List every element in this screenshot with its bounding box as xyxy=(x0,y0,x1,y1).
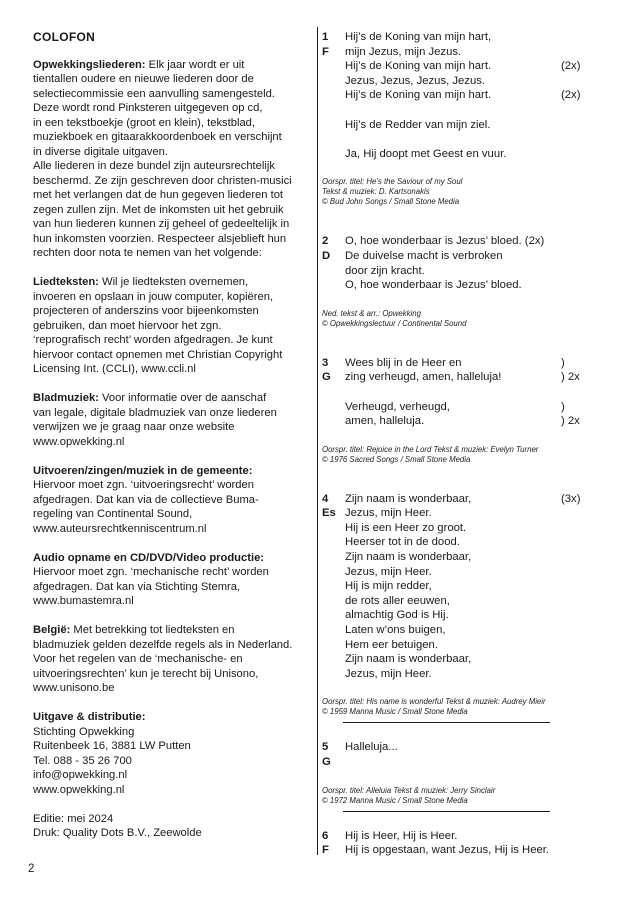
lyric-text: Jezus, mijn Heer. xyxy=(345,667,432,680)
song-number: 4 xyxy=(322,492,329,505)
song-divider xyxy=(343,722,550,723)
credit-line: Oorspr. titel: He’s the Saviour of my Soul xyxy=(322,177,463,187)
song-body xyxy=(322,740,616,769)
song-key: Es xyxy=(322,507,336,520)
colofon-section: Uitgave & distributie: Stichting Opwekking Ruitenbeek 16, 3881 LW Putten Tel. 088 - 35 26 700 info@opwekking.nl www.opwekking.nl xyxy=(33,711,191,796)
song-credits xyxy=(322,309,616,329)
lyric-line xyxy=(345,829,616,844)
lyric-text xyxy=(345,104,348,116)
lyric-line xyxy=(345,414,616,429)
repeat-marker: ) xyxy=(561,400,565,413)
section-lead: Bladmuziek: xyxy=(33,392,99,404)
colofon-section: Bladmuziek: Voor informatie over de aanschaf van legale, digitale bladmuziek van onze liederen verwijzen we je graag naar onze website www.opwekking.nl xyxy=(33,392,277,448)
lyric-text: Zijn naam is wonderbaar, xyxy=(345,653,472,666)
section-heading: Uitvoeren/zingen/muziek in de gemeente: xyxy=(33,464,253,477)
song-key: F xyxy=(322,844,329,857)
song-body xyxy=(322,492,616,682)
lyric-line xyxy=(345,492,616,507)
lyric-text: Jezus, mijn Heer. xyxy=(345,507,432,520)
lyric-text: Jezus, mijn Heer. xyxy=(345,565,432,578)
lyric-text: Ja, Hij doopt met Geest en vuur. xyxy=(345,147,507,160)
lyric-line xyxy=(345,550,616,565)
lyric-line xyxy=(345,608,616,623)
lyric-text: Heerser tot in de dood. xyxy=(345,536,460,549)
song-number: 2 xyxy=(322,235,329,248)
song-key: G xyxy=(322,371,331,384)
credit-line: © Opwekkingslectuur / Continental Sound xyxy=(322,318,467,328)
lyric-line xyxy=(345,623,616,638)
song-number-key xyxy=(322,492,345,682)
repeat-marker: (3x) xyxy=(561,492,581,505)
section-heading: Uitgave & distributie: xyxy=(33,711,146,723)
lyric-line xyxy=(345,535,616,550)
song-2 xyxy=(322,234,616,328)
songs-column xyxy=(322,30,616,885)
lyric-line xyxy=(345,400,616,415)
lyric-line xyxy=(345,264,616,279)
lyric-line xyxy=(345,740,616,755)
section-heading: Audio opname en CD/DVD/Video productie: xyxy=(33,551,265,564)
lyric-line xyxy=(345,356,616,371)
lyric-text: zing verheugd, amen, halleluja! xyxy=(345,371,502,384)
lyric-line xyxy=(345,249,616,264)
song-body xyxy=(322,356,616,429)
lyric-text: De duivelse macht is verbroken xyxy=(345,249,503,262)
song-3 xyxy=(322,356,616,465)
lyric-text: Zijn naam is wonderbaar, xyxy=(345,551,472,564)
song-credits xyxy=(322,786,616,806)
song-4 xyxy=(322,492,616,724)
song-number-key xyxy=(322,740,345,769)
song-number: 5 xyxy=(322,741,329,754)
song-lyrics xyxy=(345,829,616,858)
credit-line: Oorspr. titel: Rejoice in the Lord Tekst & muziek: Evelyn Turner xyxy=(322,444,539,454)
song-6 xyxy=(322,829,616,858)
colofon-section: Liedteksten: Wil je liedteksten overnemen, invoeren en opslaan in jouw computer, kopiëren, projecteren of anderszins voor bijeenkomsten gebruiken, dan moet hiervoor het zgn. ‘reprografisch recht’ worden afgedragen. Je kunt hiervoor contact opnemen met Christian Copyright Licensing Int. (CCLI), www.ccli.nl xyxy=(33,276,283,375)
song-number: 3 xyxy=(322,356,329,369)
column-divider xyxy=(317,27,318,855)
song-number: 1 xyxy=(322,31,329,43)
song-lyrics xyxy=(345,740,616,769)
lyric-text: Verheugd, verheugd, xyxy=(345,400,450,413)
lyric-text: Jezus, Jezus, Jezus, Jezus. xyxy=(345,74,486,87)
lyric-text xyxy=(345,386,348,398)
credit-line: © 1976 Sacred Songs / Small Stone Media xyxy=(322,454,471,464)
lyric-text: amen, halleluja. xyxy=(345,415,425,428)
song-key: D xyxy=(322,249,331,262)
lyric-line xyxy=(345,234,616,249)
colofon-column xyxy=(33,30,311,855)
song-body xyxy=(322,829,616,858)
lyric-line xyxy=(345,132,616,147)
song-lyrics xyxy=(345,30,616,161)
credit-line: Ned. tekst & arr.: Opwekking xyxy=(322,308,421,318)
lyric-line xyxy=(345,385,616,400)
lyric-text: Hij’s de Koning van mijn hart, xyxy=(345,31,492,43)
colofon-section: België: Met betrekking tot liedteksten en bladmuziek gelden dezelfde regels als in Nederland. Voor het regelen van de ‘mechanische- en uitvoeringsrechten’ kun je terecht bij Unisono, www.unisono.be xyxy=(33,624,293,694)
colofon-section: Uitvoeren/zingen/muziek in de gemeente: Hiervoor moet zgn. ‘uitvoeringsrecht’ worden afgedragen. Dat kan via de collectieve Buma- regeling van Continental Sound, www.auteursrechtkenniscentrum.nl xyxy=(33,464,259,535)
lyric-text: Hij’s de Koning van mijn hart. xyxy=(345,60,492,73)
lyric-line xyxy=(345,30,616,45)
lyric-line xyxy=(345,652,616,667)
credit-line: © 1972 Manna Music / Small Stone Media xyxy=(322,795,468,805)
lyric-text: de rots aller eeuwen, xyxy=(345,594,450,607)
lyric-text: mijn Jezus, mijn Jezus. xyxy=(345,45,462,58)
lyric-text: Laten w’ons buigen, xyxy=(345,624,446,637)
credit-line: © Bud John Songs / Small Stone Media xyxy=(322,197,460,207)
colofon-section: Editie: mei 2024 Druk: Quality Dots B.V., Zeewolde xyxy=(33,812,202,839)
song-number-key xyxy=(322,829,345,858)
lyric-line xyxy=(345,594,616,609)
song-number-key xyxy=(322,356,345,429)
repeat-marker: (2x) xyxy=(561,60,581,73)
lyric-text: Hij’s de Redder van mijn ziel. xyxy=(345,118,491,131)
song-credits xyxy=(322,177,616,207)
lyric-line xyxy=(345,843,616,858)
credit-line: Tekst & muziek: D. Kartsonakis xyxy=(322,187,430,197)
section-lead: België: xyxy=(33,624,71,636)
song-body xyxy=(322,30,616,161)
song-key: G xyxy=(322,756,331,768)
lyric-line xyxy=(345,579,616,594)
lyric-text: door zijn kracht. xyxy=(345,264,425,277)
lyric-line xyxy=(345,638,616,653)
lyric-line xyxy=(345,88,616,103)
repeat-marker: ) 2x xyxy=(561,371,580,384)
repeat-marker: ) xyxy=(561,356,565,369)
lyric-line xyxy=(345,506,616,521)
song-lyrics xyxy=(345,234,616,292)
song-1 xyxy=(322,30,616,207)
lyric-text: Hij’s de Koning van mijn hart. xyxy=(345,89,492,102)
lyric-line xyxy=(345,74,616,89)
page-title: COLOFON xyxy=(33,30,96,44)
colofon-sections xyxy=(33,58,311,841)
song-key: F xyxy=(322,45,329,58)
lyric-line xyxy=(345,667,616,682)
lyric-text: Halleluja... xyxy=(345,741,398,754)
song-number: 6 xyxy=(322,829,329,842)
lyric-line xyxy=(345,521,616,536)
repeat-marker: ) 2x xyxy=(561,415,580,428)
song-credits xyxy=(322,445,616,465)
lyric-text: Wees blij in de Heer en xyxy=(345,356,462,369)
lyric-text: almachtig God is Hij. xyxy=(345,609,449,622)
lyric-text: O, hoe wonderbaar is Jezus’ bloed. (2x) xyxy=(345,235,545,248)
lyric-text: Hem eer betuigen. xyxy=(345,638,438,651)
colofon-section: Opwekkingsliederen: Elk jaar wordt er uit tientallen oudere en nieuwe liederen door de selectiecommissie een aanvulling samengesteld. Deze wordt rond Pinksteren uitgegeven op cd, in een tekstboekje (groot en klein), tekstblad, muziekboek en gitaarakkoordenboek en verschijnt in diverse digitale uitgaven. Alle liederen in deze bundel zijn auteursrechtelijk beschermd. Ze zijn geschreven door christen-musici met het verlangen dat de hun gegeven liederen tot zegen zullen zijn. Met de inkomsten uit het gebruik van hun liederen kunnen zij geheel of gedeeltelijk in hun inkomsten voorzien. Respecteer alsjeblieft hun rechten door nota te nemen van het volgende: xyxy=(33,58,292,259)
song-credits xyxy=(322,697,616,717)
section-lead: Liedteksten: xyxy=(33,276,99,288)
song-number-key xyxy=(322,30,345,161)
lyric-text: Hij is mijn redder, xyxy=(345,580,432,593)
lyric-line xyxy=(345,370,616,385)
lyric-line xyxy=(345,147,616,162)
colofon-section: Audio opname en CD/DVD/Video productie: Hiervoor moet zgn. ‘mechanische recht’ worden afgedragen. Dat kan via Stichting Stemra, www.bumastemra.nl xyxy=(33,551,269,607)
lyric-line xyxy=(345,278,616,293)
credit-line: © 1959 Manna Music / Small Stone Media xyxy=(322,707,468,717)
lyric-line xyxy=(345,103,616,118)
page-number: 2 xyxy=(28,863,35,875)
song-body xyxy=(322,234,616,292)
song-divider xyxy=(343,811,550,812)
repeat-marker: (2x) xyxy=(561,89,581,102)
lyric-text xyxy=(345,133,348,145)
credit-line: Oorspr. titel: Alleluia Tekst & muziek: Jerry Sinclair xyxy=(322,785,496,795)
song-5 xyxy=(322,740,616,811)
lyric-line xyxy=(345,59,616,74)
lyric-line xyxy=(345,118,616,133)
song-lyrics xyxy=(345,492,616,682)
lyric-text: Hij is opgestaan, want Jezus, Hij is Heer. xyxy=(345,844,550,857)
song-lyrics xyxy=(345,356,616,429)
credit-line: Oorspr. titel: His name is wonderful Tekst & muziek: Audrey Mieir xyxy=(322,697,546,707)
song-number-key xyxy=(322,234,345,292)
section-lead: Opwekkingsliederen: xyxy=(33,58,146,71)
lyric-line xyxy=(345,45,616,60)
lyric-text: O, hoe wonderbaar is Jezus’ bloed. xyxy=(345,279,522,292)
lyric-text: Hij is Heer, Hij is Heer. xyxy=(345,829,458,842)
lyric-text: Hij is een Heer zo groot. xyxy=(345,521,467,534)
lyric-text: Zijn naam is wonderbaar, xyxy=(345,492,472,505)
lyric-line xyxy=(345,565,616,580)
